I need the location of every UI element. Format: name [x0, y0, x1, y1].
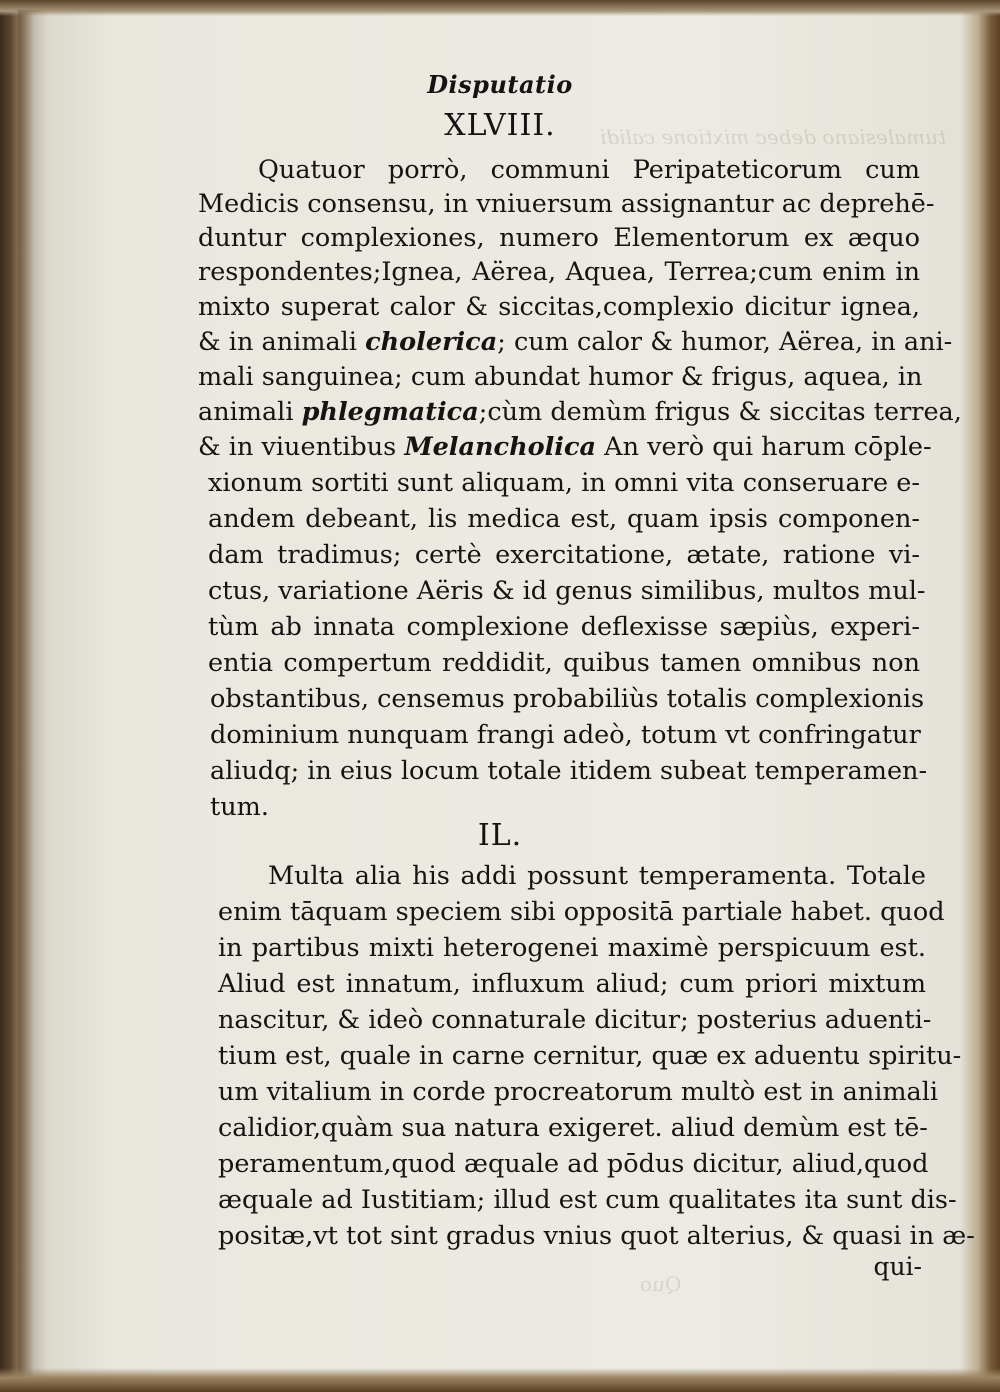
text-line: dominium nunquam frangi adeò, totum vt confringatur	[210, 720, 921, 750]
text-run: ; cum calor & humor, Aërea, in ani-	[497, 327, 953, 357]
text-line: enim tāquam speciem sibi oppositā partiale habet. quod	[218, 897, 945, 927]
text-line: mixto superat calor & siccitas,complexio dicitur ignea,	[198, 292, 920, 322]
text-line: tium est, quale in carne cernitur, quæ ex aduentu spiritu-	[218, 1041, 962, 1071]
text-line: Multa alia his addi possunt temperamenta. Totale	[268, 861, 926, 891]
page-edge-top	[0, 0, 1000, 16]
text-line: aliudq; in eius locum totale itidem subeat temperamen-	[210, 756, 928, 786]
text-line: tum.	[210, 792, 269, 822]
text-line	[198, 431, 932, 463]
show-through-text-bottom: Quo	[640, 1272, 682, 1296]
text-line: tùm ab innata complexione deflexisse sæpiùs, experi-	[208, 612, 920, 642]
text-run: & in viuentibus	[198, 432, 405, 462]
text-line	[198, 396, 962, 428]
text-line: dam tradimus; certè exercitatione, ætate, ratione vi-	[208, 540, 920, 570]
text-line: Medicis consensu, in vniuersum assignantur ac deprehē-	[198, 189, 935, 219]
show-through-text-top: tumalesiano debec mixtione calidi	[600, 125, 947, 149]
text-line: respondentes;Ignea, Aërea, Aquea, Terrea;cum enim in	[198, 257, 920, 287]
text-line: Aliud est innatum, influxum aliud; cum priori mixtum	[218, 969, 926, 999]
text-run: animali	[198, 397, 302, 427]
text-line: nascitur, & ideò connaturale dicitur; posterius aduenti-	[218, 1005, 932, 1035]
text-line: Quatuor porrò, communi Peripateticorum cum	[258, 155, 920, 185]
text-line: in partibus mixti heterogenei maximè perspicuum est.	[218, 933, 926, 963]
text-line: andem debeant, lis medica est, quam ipsis componen-	[208, 504, 920, 534]
text-line: positæ,vt tot sint gradus vnius quot alterius, & quasi in æ-	[218, 1221, 975, 1251]
catchword: qui-	[873, 1252, 922, 1281]
text-line: duntur complexiones, numero Elementorum ex æquo	[198, 223, 920, 253]
text-line	[198, 326, 953, 358]
text-line: calidior,quàm sua natura exigeret. aliud demùm est tē-	[218, 1113, 928, 1143]
text-run: ;cùm demùm frigus & siccitas terrea,	[478, 397, 962, 427]
emphasis-melancholica: Melancholica	[404, 432, 597, 462]
text-run: An verò qui harum cōple-	[596, 432, 932, 462]
text-line: xionum sortiti sunt aliquam, in omni vita conseruare e-	[208, 468, 920, 498]
section-number-48: XLVIII.	[444, 108, 556, 143]
text-line: entia compertum reddidit, quibus tamen omnibus non	[208, 648, 920, 678]
text-line: peramentum,quod æquale ad pōdus dicitur, aliud,quod	[218, 1149, 929, 1179]
text-line: ctus, variatione Aëris & id genus similibus, multos mul-	[208, 576, 926, 606]
text-line: obstantibus, censemus probabiliùs totalis complexionis	[210, 684, 925, 714]
section-number-49: IL.	[477, 818, 523, 853]
page-edge-bottom	[0, 1368, 1000, 1392]
text-line: um vitalium in corde procreatorum multò est in animali	[218, 1077, 939, 1107]
text-run: & in animali	[198, 327, 366, 357]
emphasis-cholerica: cholerica	[365, 327, 498, 357]
gutter-shadow	[18, 10, 48, 1380]
emphasis-phlegmatica: phlegmatica	[301, 397, 479, 427]
text-line: æquale ad Iustitiam; illud est cum qualitates ita sunt dis-	[218, 1185, 957, 1215]
text-line: mali sanguinea; cum abundat humor & frigus, aquea, in	[198, 362, 923, 392]
running-head: Disputatio	[427, 70, 573, 99]
